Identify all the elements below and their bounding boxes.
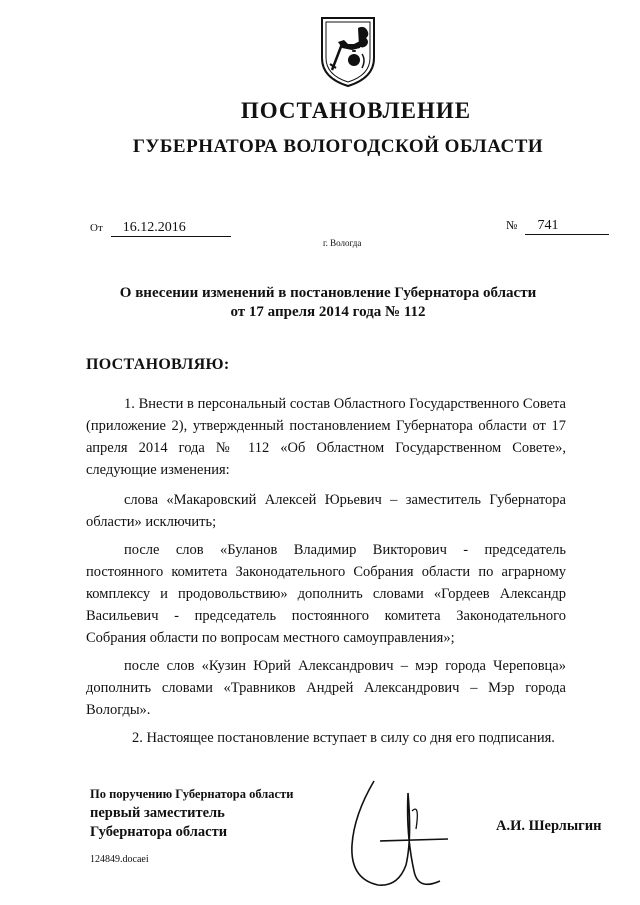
document-title: ПОСТАНОВЛЕНИЕ	[240, 98, 472, 123]
signatory-line-2: первый заместитель	[90, 805, 225, 821]
paragraph-5: 2. Настоящее постановление вступает в силу со дня его подписания.	[132, 730, 555, 746]
signature-icon	[340, 775, 460, 900]
number-sign: №	[506, 218, 518, 232]
paragraph-2: слова «Макаровский Алексей Юрьевич – заместитель Губернатора области» исключить;	[86, 492, 566, 530]
subject-line-1: О внесении изменений в постановление Губернатора области	[119, 285, 537, 301]
document-subject	[0, 284, 640, 322]
signatory-position	[90, 785, 293, 842]
document-body	[86, 393, 566, 755]
paragraph-4: после слов «Кузин Юрий Александрович – мэр города Череповца» дополнить словами «Травников Андрей Александрович – Мэр города Вологды».	[86, 658, 566, 718]
number-value: 741	[525, 218, 609, 235]
document-issuer: ГУБЕРНАТОРА ВОЛОГОДСКОЙ ОБЛАСТИ	[132, 136, 544, 157]
signatory-name: А.И. Шерлыгин	[496, 818, 602, 834]
document-reference: 124849.docaei	[90, 854, 149, 865]
number-field	[506, 218, 609, 235]
city-label: г. Вологда	[323, 238, 362, 248]
coat-of-arms-icon	[318, 14, 378, 88]
paragraph-3: после слов «Буланов Владимир Викторович - председатель постоянного комитета Законодательного Собрания области по аграрному комплексу и продовольствию» дополнить словами «Гордеев Александр Васильевич - председатель постоянного комитета Законодательного Собрания области по вопросам местного самоуправления»;	[86, 542, 566, 646]
decree-heading: ПОСТАНОВЛЯЮ:	[86, 356, 230, 373]
subject-line-2: от 17 апреля 2014 года № 112	[230, 304, 426, 320]
date-field	[90, 220, 231, 237]
date-label: От	[90, 222, 103, 234]
date-value: 16.12.2016	[111, 220, 231, 237]
paragraph-1: 1. Внести в персональный состав Областного Государственного Совета (приложение 2), утвержденный постановлением Губернатора области от 17 апреля 2014 года № 112 «Об Областном Государственном Совете», следующие изменения:	[86, 396, 566, 478]
signatory-line-1: По поручению Губернатора области	[90, 787, 294, 801]
signatory-line-3: Губернатора области	[90, 824, 228, 840]
